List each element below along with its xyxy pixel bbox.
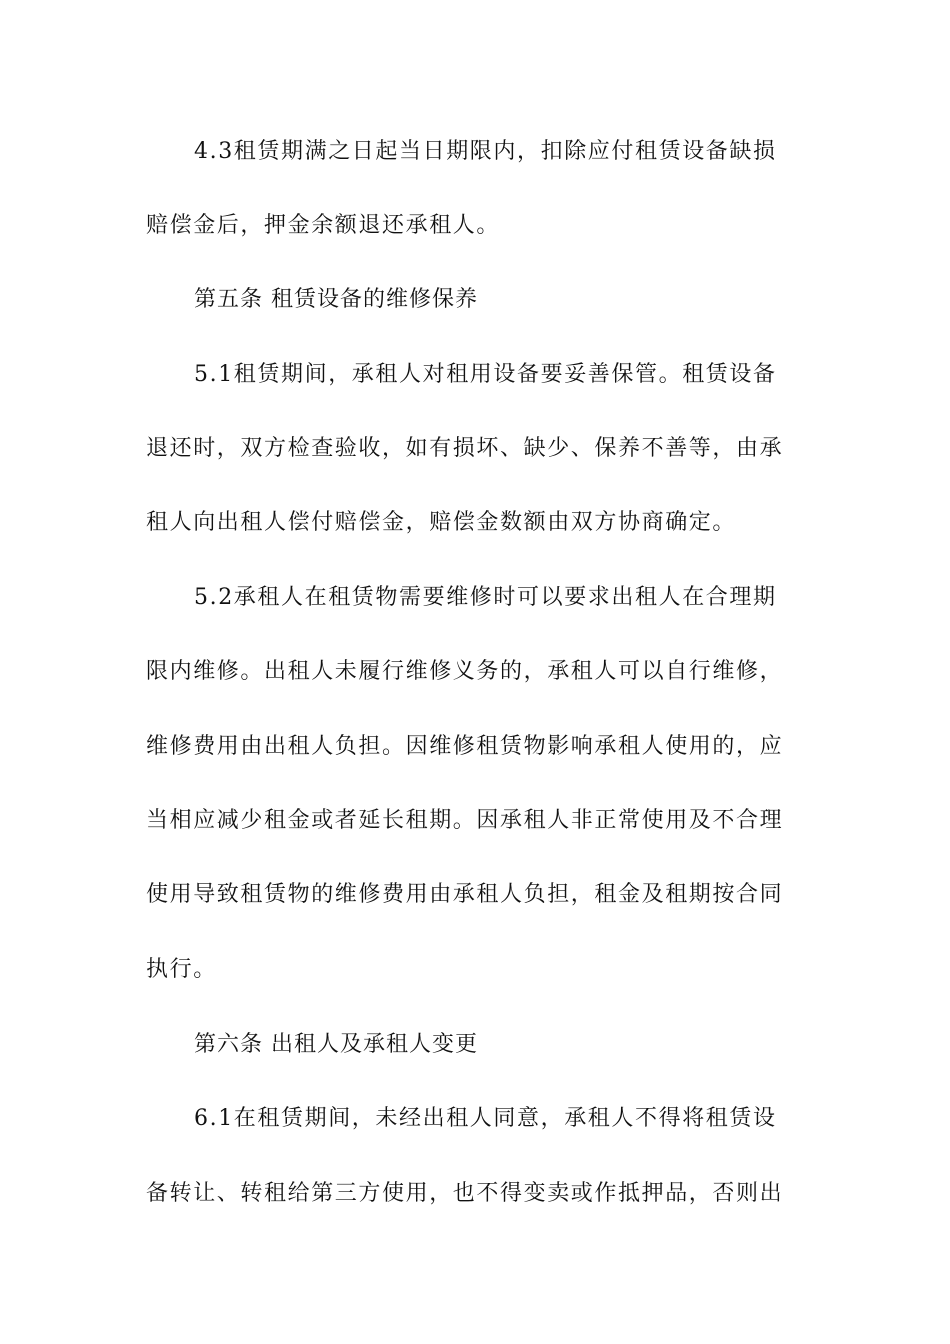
clause-4-3-line-1: 4.3租赁期满之日起当日期限内，扣除应付租赁设备缺损 xyxy=(194,139,777,164)
clause-5-2-line-2: 限内维修。出租人未履行维修义务的，承租人可以自行维修， xyxy=(146,659,784,684)
clause-5-2-line-3: 维修费用由出租人负担。因维修租赁物影响承租人使用的，应 xyxy=(146,734,784,759)
clause-5-1-line-2: 退还时，双方检查验收，如有损坏、缺少、保养不善等，由承 xyxy=(146,436,784,461)
clause-4-3-line-2: 赔偿金后，押金余额退还承租人。 xyxy=(146,213,501,238)
clause-6-1-line-2: 备转让、转租给第三方使用，也不得变卖或作抵押品，否则出 xyxy=(146,1181,784,1206)
section-heading-article-6: 第六条 出租人及承租人变更 xyxy=(194,1032,478,1057)
clause-6-1-line-1: 6.1在租赁期间，未经出租人同意，承租人不得将租赁设 xyxy=(194,1106,777,1131)
clause-5-2-line-1: 5.2承租人在租赁物需要维修时可以要求出租人在合理期 xyxy=(194,585,777,610)
clause-5-1-line-3: 租人向出租人偿付赔偿金，赔偿金数额由双方协商确定。 xyxy=(146,510,737,535)
clause-5-1-line-1: 5.1租赁期间，承租人对租用设备要妥善保管。租赁设备 xyxy=(194,362,777,387)
clause-5-2-line-6: 执行。 xyxy=(146,957,217,982)
section-heading-article-5: 第五条 租赁设备的维修保养 xyxy=(194,287,478,312)
clause-5-2-line-4: 当相应减少租金或者延长租期。因承租人非正常使用及不合理 xyxy=(146,808,784,833)
clause-5-2-line-5: 使用导致租赁物的维修费用由承租人负担，租金及租期按合同 xyxy=(146,882,784,907)
